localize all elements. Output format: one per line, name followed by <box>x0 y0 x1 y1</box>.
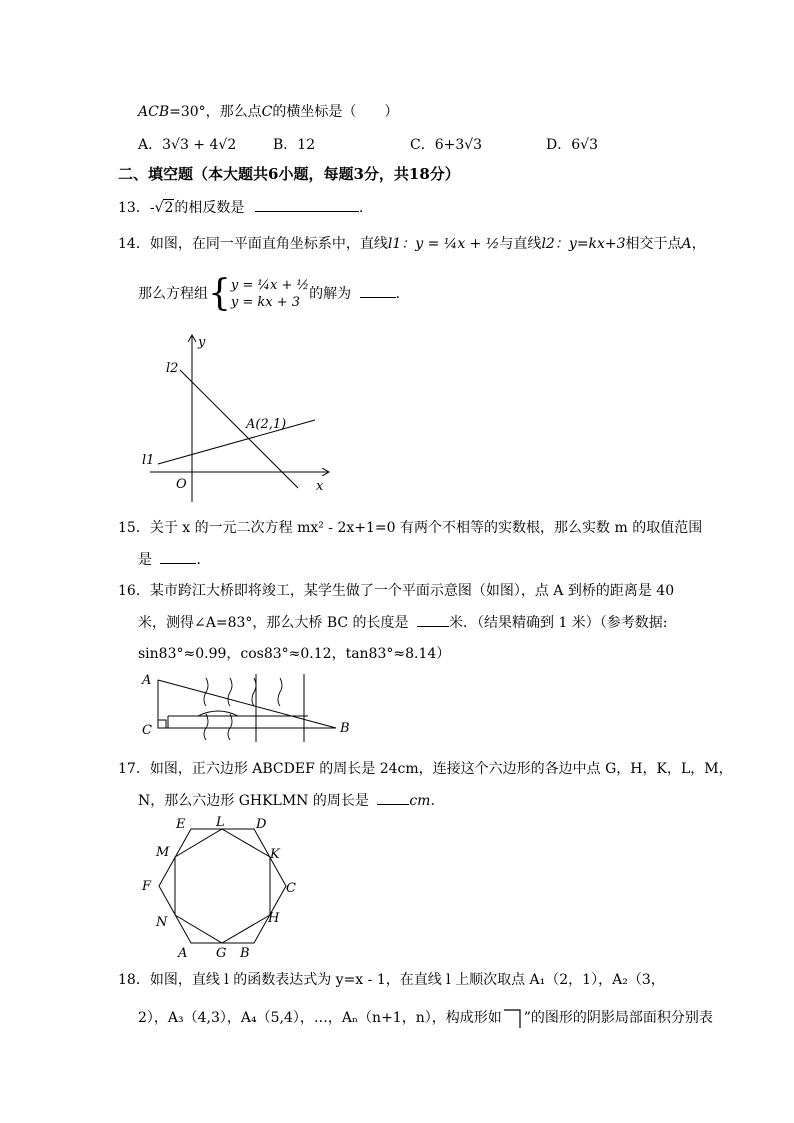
q12-tail <box>138 102 398 122</box>
q16-line1: 16．某市跨江大桥即将竣工，某学生做了一个平面示意图（如图），点 A 到桥的距离是 40 <box>118 583 675 599</box>
q17-line2: N，那么六边形 GHKLMN 的周长是 cm. <box>138 790 435 811</box>
q12-choice-b[interactable]: B．12 <box>273 137 316 153</box>
q15-line2: 是 ． <box>138 549 210 570</box>
q14-line2: 那么方程组{ y = ¼x + ½ y = kx + 3 的解为 ． <box>138 273 410 314</box>
q15-line1: 15．关于 x 的一元二次方程 mx² - 2x+1=0 有两个不相等的实数根，那么实数 m 的取值范围 <box>118 520 703 536</box>
hexagon-ghklmn <box>175 829 270 943</box>
origin-label: O <box>176 477 187 492</box>
q18-line2: 2），A₃（4,3），A₄（5,4），…，Aₙ（n+1，n），构成形如 ”的图形的阴影局部面积分别表 <box>138 1004 713 1032</box>
q16-answer-blank[interactable] <box>417 612 449 627</box>
q16-bridge-figure <box>138 670 358 745</box>
q17-line1: 17．如图，正六边形 ABCDEF 的周长是 24cm，连接这个六边形的各边中点 G，H，K，L，M， <box>118 761 733 777</box>
q14-l2-eq: ：y=kx+3 <box>554 236 626 252</box>
q14-l1-label: l1 <box>387 236 402 252</box>
vertex-e: E <box>176 817 186 832</box>
q12-choice-d[interactable]: D．6√3 <box>546 137 598 153</box>
vertex-h: H <box>268 911 280 926</box>
q18-line1: 18．如图，直线 l 的函数表达式为 y=x - 1，在直线 l 上顺次取点 A₁（2，1），A₂（3， <box>118 972 665 988</box>
vertex-g: G <box>216 946 227 960</box>
q12-choice-c-text: 6+3√3 <box>434 137 483 153</box>
q15-answer-blank[interactable] <box>160 549 196 564</box>
q12-choice-a[interactable]: A．3√3 + 4√2 <box>138 137 237 153</box>
q14-l1-eq: ：y = ¼x + ½ <box>401 236 500 252</box>
q14-l2-label: l2 <box>541 236 555 252</box>
q12-choice-b-text: 12 <box>297 137 316 153</box>
hexagon-abcdef <box>159 829 286 943</box>
q17-answer-blank[interactable] <box>377 790 409 805</box>
q12-choice-c[interactable]: C．6+3√3 <box>410 137 483 153</box>
q13-sqrt: √2 <box>154 200 174 216</box>
right-angle-mark <box>158 720 166 728</box>
vertex-c: C <box>286 881 296 896</box>
fig16-b-label: B <box>340 721 350 736</box>
q12-angle-name: ACB <box>138 104 170 120</box>
fig16-c-label: C <box>142 723 152 738</box>
q14-answer-blank[interactable] <box>360 283 396 298</box>
vertex-n: N <box>156 915 168 930</box>
section-2-title: 二、填空题（本大题共6小题，每题3分，共18分） <box>118 165 460 183</box>
q13: 13．-√2的相反数是 . <box>118 197 363 218</box>
x-axis-label: x <box>316 479 324 494</box>
q14-system: y = ¼x + ½ y = kx + 3 <box>230 278 310 310</box>
q12-tail-text: =30°，那么点 <box>169 104 262 120</box>
system-brace: { <box>208 273 231 314</box>
q12-choice-a-text: 3√3 + 4√2 <box>162 137 237 153</box>
vertex-d: D <box>256 817 267 832</box>
l2-label: l2 <box>166 361 179 376</box>
q16-line2: 米，测得∠A=83°，那么大桥 BC 的长度是 米．（结果精确到 1 米）（参考数据: <box>138 612 668 633</box>
vertex-m: M <box>156 845 170 860</box>
q14-graph <box>130 330 340 505</box>
q17-hexagon-figure <box>136 812 306 960</box>
vertex-f: F <box>142 879 152 894</box>
q13-answer-blank[interactable] <box>255 197 359 212</box>
q12-choice-d-text: 6√3 <box>571 137 598 153</box>
vertex-l: L <box>216 815 225 830</box>
q16-line3: sin83°≈0.99，cos83°≈0.12，tan83°≈8.14） <box>138 646 451 662</box>
q14-line1: 14．如图，在同一平面直角坐标系中，直线l1：y = ¼x + ½与直线l2：y=kx+3相交于点A， <box>118 236 706 252</box>
q12-tail-end: 的横坐标是（ ） <box>272 104 399 120</box>
y-axis-label: y <box>198 335 206 350</box>
fig16-a-label: A <box>142 673 152 688</box>
point-a-label: A(2,1) <box>246 417 287 432</box>
l1-label: l1 <box>142 453 155 468</box>
vertex-k: K <box>270 847 280 862</box>
q12-point: C <box>261 104 273 120</box>
vertex-a: A <box>178 946 188 960</box>
vertex-b: B <box>240 946 250 960</box>
corner-shape-icon <box>502 1006 524 1030</box>
river-waves <box>204 678 282 740</box>
